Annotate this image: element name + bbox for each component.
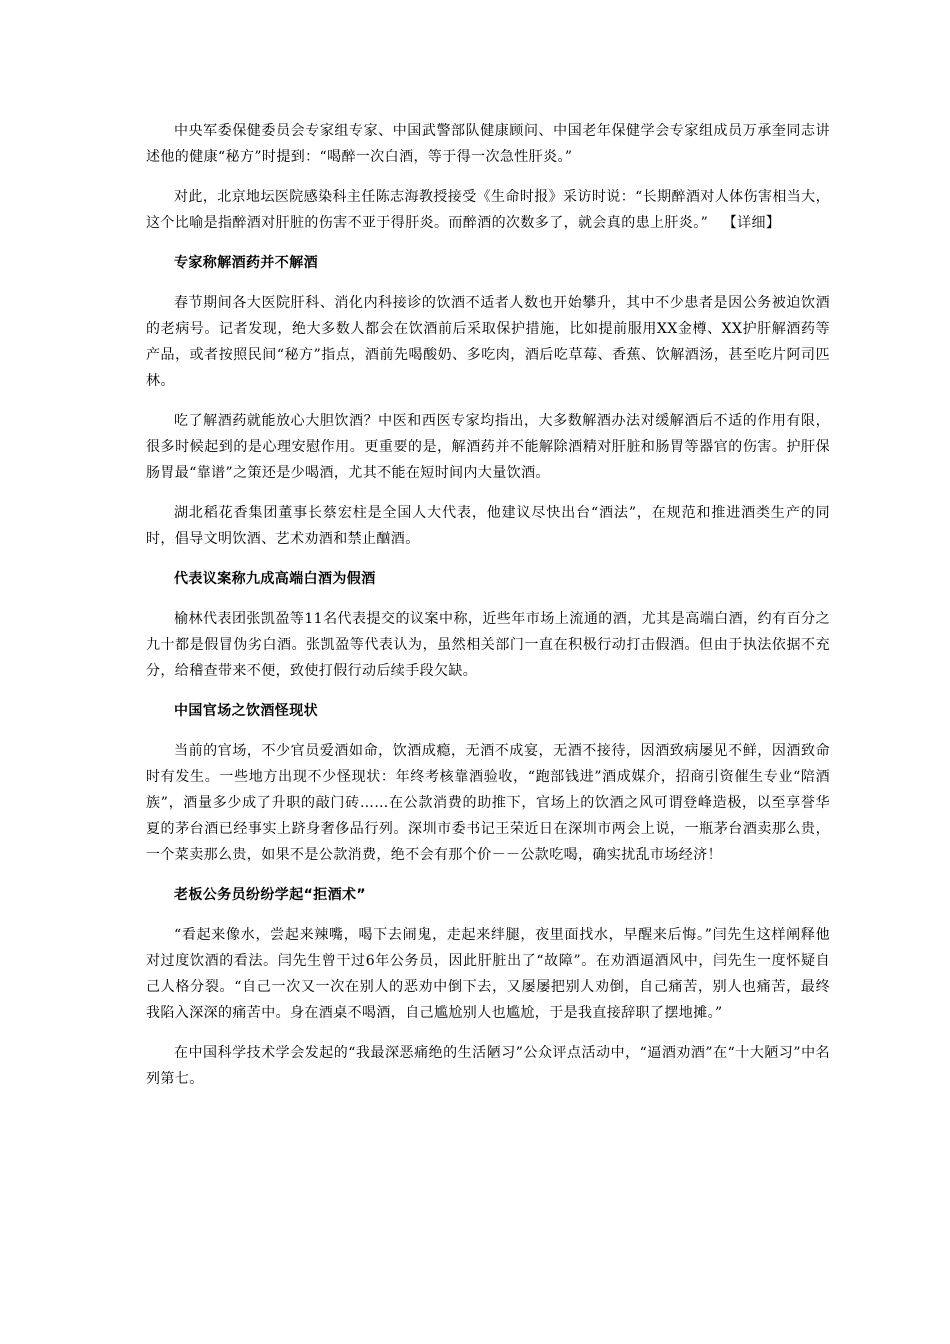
paragraph-alcohol-law: 湖北稻花香集团董事长蔡宏柱是全国人大代表，他建议尽快出台“酒法”，在规范和推进酒类生产的同时，倡导文明饮酒、艺术劝酒和禁止酗酒。 — [146, 505, 830, 547]
section-heading-officialdom-drinking: 中国官场之饮酒怪现状 — [174, 703, 318, 719]
paragraph-intro: 中央军委保健委员会专家组专家、中国武警部队健康顾问、中国老年保健学会专家组成员万承奎同志讲述他的健康“秘方”时提到：“喝醉一次白酒，等于得一次急性肝炎。” — [146, 123, 830, 165]
section-heading-refuse-drinking: 老板公务员纷纷学起“拒酒术” — [174, 887, 367, 903]
paragraph-officialdom-drinking: 当前的官场，不少官员爱酒如命，饮酒成瘾，无酒不成宴，无酒不接待，因酒致病屡见不鲜，因酒致命时有发生。一些地方出现不少怪现状：年终考核靠酒验收，“跑部钱进”酒成媒介，招商引资催生专业“陪酒族”，酒量多少成了升职的敲门砖……在公款消费的助推下，官场上的饮酒之风可谓登峰造极，以至享誉华夏的茅台酒已经事实上跻身奢侈品行列。深圳市委书记王荣近日在深圳市两会上说，一瓶茅台酒卖那么贵，一个菜卖那么贵，如果不是公款消费，绝不会有那个价－－公款吃喝，确实扰乱市场经济！ — [146, 743, 830, 863]
paragraph-expert-comment-text: 对此，北京地坛医院感染科主任陈志海教授接受《生命时报》采访时说：“长期醉酒对人体伤害相当大，这个比喻是指醉酒对肝脏的伤害不亚于得肝炎。而醉酒的次数多了，就会真的患上肝炎。” — [146, 189, 830, 231]
paragraph-mr-yan: “看起来像水，尝起来辣嘴，喝下去闹鬼，走起来绊腿，夜里面找水，早醒来后悔。”闫先生这样阐释他对过度饮酒的看法。闫先生曾干过6年公务员，因此肝脏出了“故障”。在劝酒逼酒风中，闫先生一度怀疑自己人格分裂。“自己一次又一次在别人的恶劝中倒下去，又屡屡把别人劝倒，自己痛苦，别人也痛苦，最终我陷入深深的痛苦中。身在酒桌不喝酒，自己尴尬别人也尴尬，于是我直接辞职了摆地摊。” — [146, 927, 830, 1021]
section-heading-fake-liquor: 代表议案称九成高端白酒为假酒 — [174, 571, 376, 587]
paragraph-expert-comment — [146, 184, 830, 236]
article-body — [146, 118, 830, 1106]
paragraph-spring-festival: 春节期间各大医院肝科、消化内科接诊的饮酒不适者人数也开始攀升，其中不少患者是因公务被迫饮酒的老病号。记者发现，绝大多数人都会在饮酒前后采取保护措施，比如提前服用XX金樽、XX护肝解酒药等产品，或者按照民间“秘方”指点，酒前先喝酸奶、多吃肉，酒后吃草莓、香蕉、饮解酒汤，甚至吃片阿司匹林。 — [146, 295, 830, 389]
detail-link[interactable]: 【详细】 — [722, 215, 781, 231]
paragraph-fake-liquor: 榆林代表团张凯盈等11名代表提交的议案中称，近些年市场上流通的酒，尤其是高端白酒，约有百分之九十都是假冒伪劣白酒。张凯盈等代表认为，虽然相关部门一直在积极行动打击假酒。但由于执法依据不充分，给稽查带来不便，致使打假行动后续手段欠缺。 — [146, 611, 830, 679]
paragraph-bad-habits-ranking: 在中国科学技术学会发起的“我最深恶痛绝的生活陋习”公众评点活动中，“逼酒劝酒”在“十大陋习”中名列第七。 — [146, 1045, 830, 1087]
paragraph-hangover-effects: 吃了解酒药就能放心大胆饮酒？中医和西医专家均指出，大多数解酒办法对缓解酒后不适的作用有限，很多时候起到的是心理安慰作用。更重要的是，解酒药并不能解除酒精对肝脏和肠胃等器官的伤害。护肝保肠胃最“靠谱”之策还是少喝酒，尤其不能在短时间内大量饮酒。 — [146, 413, 830, 481]
section-heading-hangover-medicine: 专家称解酒药并不解酒 — [174, 255, 318, 271]
